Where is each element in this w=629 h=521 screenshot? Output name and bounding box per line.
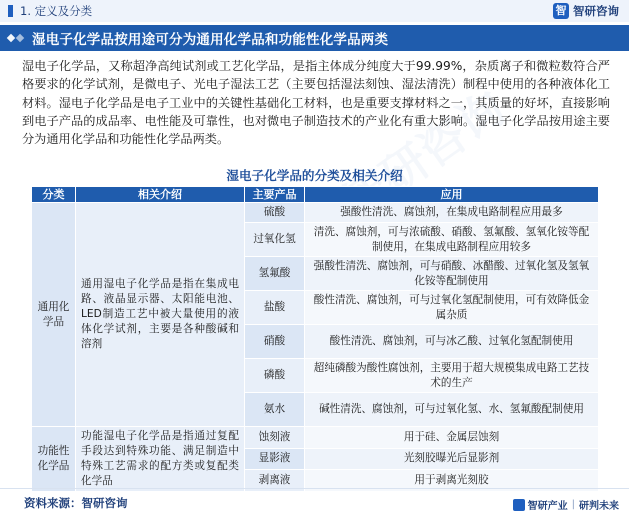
footer-brand-a: 智研产业 [527,501,568,512]
application-cell: 清洗、腐蚀剂，可与浓硫酸、硝酸、氢氟酸、氢氧化铵等配制使用，在集成电路制程应用较多 [305,223,599,257]
product-cell: 硝酸 [245,325,305,359]
footer [0,488,629,521]
table-title: 湿电子化学品的分类及相关介绍 [226,168,403,183]
brand-name: 智研咨询 [573,4,619,18]
application-cell: 超纯磷酸为酸性腐蚀剂，主要用于超大规模集成电路工艺技术的生产 [305,359,599,393]
section-header [0,0,629,22]
footer-brand [513,497,619,512]
application-cell: 酸性清洗、腐蚀剂，可与冰乙酸、过氧化氢配制使用 [305,325,599,359]
application-cell: 光刻胶曝光后显影剂 [305,448,599,470]
intro-cell: 通用湿电子化学品是指在集成电路、液晶显示器、太阳能电池、LED制造工艺中被大量使用的液体化学试剂，主要是各种酸碱和溶剂 [76,203,245,427]
application-cell: 酸性清洗、腐蚀剂，可与过氧化氢配制使用，可有效降低金属杂质 [305,291,599,325]
section-marker [8,5,13,17]
product-cell: 磷酸 [245,359,305,393]
product-cell: 硫酸 [245,203,305,223]
separator: | [571,499,575,510]
product-cell: 剥离液 [245,470,305,492]
application-cell: 用于剥离光刻胶 [305,470,599,492]
application-cell: 用于硅、金属层蚀刻 [305,427,599,449]
source-note: 资料来源：智研咨询 [24,496,128,510]
page-title: 湿电子化学品按用途可分为通用化学品和功能性化学品两类 [32,32,389,48]
table-header-row [32,187,599,203]
column-header: 主要产品 [245,187,305,203]
table-row [32,427,599,449]
footer-brand-b: 研判未来 [579,501,619,512]
category-cell: 功能性化学品 [32,427,76,492]
intro-cell: 功能湿电子化学品是指通过复配手段达到特殊功能、满足制造中特殊工艺需求的配方类或复配类化学品 [76,427,245,492]
intro-paragraph: 湿电子化学品，又称超净高纯试剂或工艺化学品，是指主体成分纯度大于99.99%，杂质离子和微粒数符合严格要求的化学试剂，是微电子、光电子湿法工艺（主要包括湿法刻蚀、湿法清洗）制程中使用的各种液体化工材料。湿电子化学品是电子工业中的关键性基础化工材料，也是重要支撑材料之一，其质量的好坏，直接影响到电子产品的成品率、电性能及可靠性，也对微电子制造技术的产业化有重大影响。湿电子化学品按用途主要分为通用化学品和功能性化学品两类。 [22,59,610,147]
table-row [32,203,599,223]
application-cell: 强酸性清洗、腐蚀剂，可与硝酸、冰醋酸、过氧化氢及氢氧化铵等配制使用 [305,257,599,291]
diamond-icon [8,35,26,41]
product-cell: 氢氟酸 [245,257,305,291]
application-cell: 强酸性清洗、腐蚀剂，在集成电路制程应用最多 [305,203,599,223]
title-banner [0,25,629,51]
application-cell: 碱性清洗、腐蚀剂，可与过氧化氢、水、氢氟酸配制使用 [305,393,599,427]
brand-logo [553,3,619,19]
section-title: 1. 定义及分类 [20,4,93,18]
column-header: 相关介绍 [76,187,245,203]
brand-logo-icon: 智 [553,3,569,19]
product-cell: 氨水 [245,393,305,427]
product-cell: 盐酸 [245,291,305,325]
brand-logo-icon [513,499,525,511]
classification-table [31,186,599,492]
column-header: 分类 [32,187,76,203]
product-cell: 显影液 [245,448,305,470]
column-header: 应用 [305,187,599,203]
category-cell: 通用化学品 [32,203,76,427]
product-cell: 蚀刻液 [245,427,305,449]
product-cell: 过氧化氢 [245,223,305,257]
